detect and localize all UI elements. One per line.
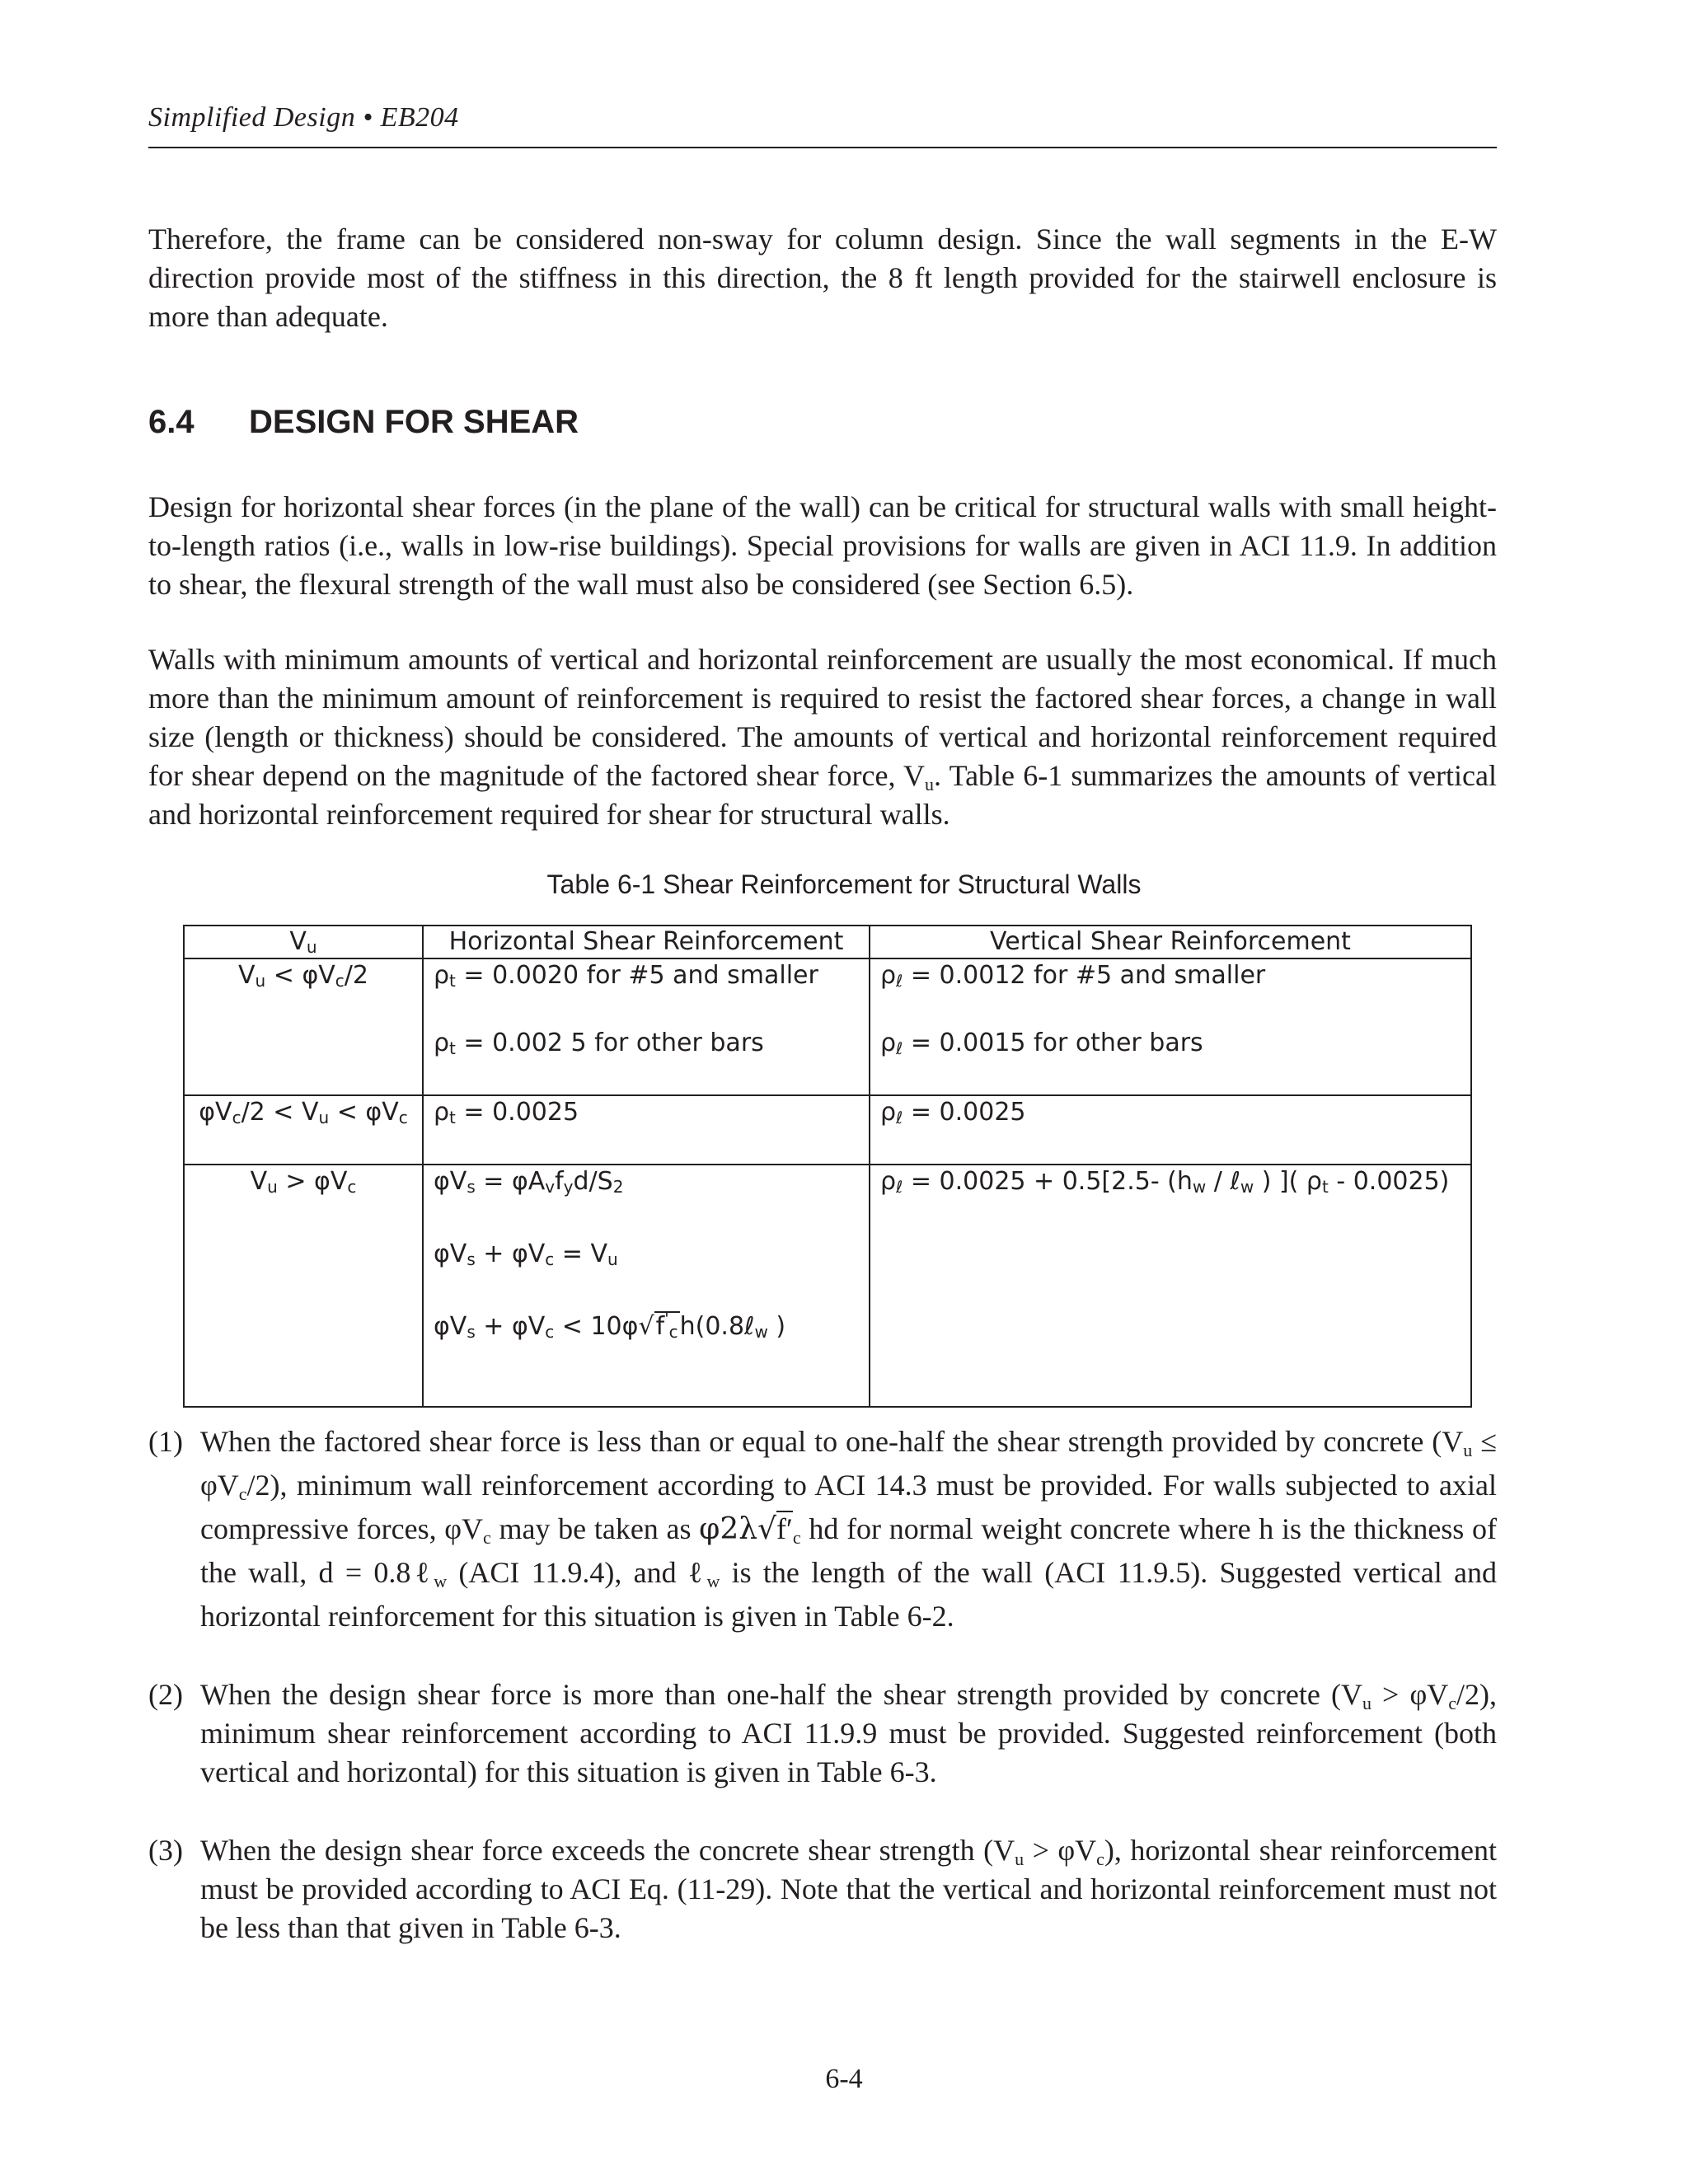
formula-line: $\rho_t = 0.0020$ for #5 and smaller	[434, 961, 818, 991]
table-row	[184, 1165, 1471, 1407]
list-item	[148, 1420, 1497, 1638]
header-condition: $V_u$	[184, 926, 423, 958]
vertical-cell	[870, 958, 1471, 1095]
list-marker: (1)	[148, 1425, 183, 1458]
header-horizontal: Horizontal Shear Reinforcement	[423, 926, 870, 958]
intro-paragraph: Therefore, the frame can be considered non-sway for column design. Since the wall segments in the E-W direction provide most of the stiffness in this direction, the 8 ft length provided for the stairwell enclosure is more than adequate.	[148, 223, 1497, 333]
formula-line: $\rho_\ell = 0.0012$ for #5 and smaller	[880, 961, 1266, 991]
list-item	[148, 1675, 1497, 1792]
horizontal-cell	[423, 958, 870, 1095]
header-rule	[148, 147, 1497, 148]
table-header-row	[184, 926, 1471, 958]
page-number: 6-4	[825, 2064, 863, 2094]
section-number: 6.4	[148, 404, 195, 440]
formula-phi-2-lambda-root: φ2λ√	[699, 1512, 777, 1546]
table-caption: Table 6-1 Shear Reinforcement for Structural Walls	[546, 869, 1142, 899]
list-text: When the design shear force is more than one-half the shear strength provided by concrete $(V_u > \varphi V_c/2)$, minimum shear reinforcement according to ACI 11.9.9 must be provided. Suggested reinforcement (both vertical and horizontal) for this situation is given in Table 6-3.	[200, 1678, 1497, 1788]
formula-line: $\rho_\ell = 0.0015$ for other bars	[880, 1029, 1203, 1058]
body-paragraph: Design for horizontal shear forces (in the plane of the wall) can be critical for structural walls with small height-to-length ratios (i.e., walls in low-rise buildings). Special provisions for walls are given in ACI 11.9. In addition to shear, the flexural strength of the wall must also be considered (see Section 6.5).	[148, 490, 1497, 601]
horizontal-cell: $\rho_t = 0.0025$	[423, 1095, 870, 1165]
body-paragraph	[148, 640, 1497, 834]
formula-line: $\rho_t = 0.002$ 5 for other bars	[434, 1029, 764, 1058]
formula-line: $\varphi V_s + \varphi V_c = V_u$	[434, 1240, 618, 1269]
list-text: When the design shear force exceeds the concrete shear strength $(V_u > \varphi V_c)$, horizontal shear reinforcement must be provided according to ACI Eq. (11-29). Note that the vertical and horizontal reinforcement must not be less than that given in Table 6-3.	[200, 1834, 1498, 1944]
list-marker: (2)	[148, 1678, 183, 1711]
paragraph-text: . Table 6-1 summarizes the amounts of vertical and horizontal reinforcement required for shear for structural walls.	[148, 759, 1497, 831]
condition-cell: $V_u > \varphi V_c$	[184, 1165, 423, 1407]
vertical-cell: $\rho_\ell = 0.0025 + 0.5[2.5-$ ($h_w$ / ℓ$_w$ ) ]( $\rho_t - 0.0025$)	[870, 1165, 1471, 1407]
formula-line: $\varphi V_s + \varphi V_c$ < $10\varphi√f'_ch(0.8\ell_w$ )	[434, 1309, 786, 1342]
header-vertical: Vertical Shear Reinforcement	[870, 926, 1471, 958]
list-item	[148, 1831, 1497, 1947]
horizontal-cell	[423, 1165, 870, 1407]
section-title: DESIGN FOR SHEAR	[249, 404, 579, 440]
condition-cell: $V_u < \varphi V_c/2$	[184, 958, 423, 1095]
formula-line: $\varphi V_s = \varphi A_vf_yd/S_2$	[434, 1167, 624, 1197]
list-text: When the factored shear force is less than or equal to one-half the shear strength provided by concrete $(V_u \le \varphi V_c/2)$, minimum wall reinforcement according to ACI 14.3 must be provided. For walls subjected to axial compressive forces, $\varphi V_c$ may be taken as $\varphi 2\lambda√f'_c$ hd for normal weight concrete where h is the thickness of the wall, d = 0.8ℓ$_w$ (ACI 11.9.4), and ℓ$_w$ is the length of the wall (ACI 11.9.5). Suggested vertical and horizontal reinforcement for this situation is given in Table 6-2.	[200, 1425, 1497, 1633]
running-head: Simplified Design • EB204	[148, 102, 459, 133]
list-marker: (3)	[148, 1834, 183, 1867]
section-heading	[148, 404, 579, 441]
table-row	[184, 958, 1471, 1095]
square-root: $f'_c$	[655, 1309, 678, 1342]
condition-cell: $\varphi V_c/2 < V_u < \varphi V_c$	[184, 1095, 423, 1165]
vertical-cell: $\rho_\ell = 0.0025$	[870, 1095, 1471, 1165]
shear-reinforcement-table	[183, 925, 1472, 1408]
subscript: u	[925, 774, 935, 794]
table-row	[184, 1095, 1471, 1165]
paragraph-text: Walls with minimum amounts of vertical and horizontal reinforcement are usually the most economical. If much more than the minimum amount of reinforcement is required to resist the factored shear forces, a change in wall size (length or thickness) should be considered. The amounts of vertical and horizontal reinforcement required for shear depend on the magnitude of the factored shear force, V	[148, 643, 1497, 792]
